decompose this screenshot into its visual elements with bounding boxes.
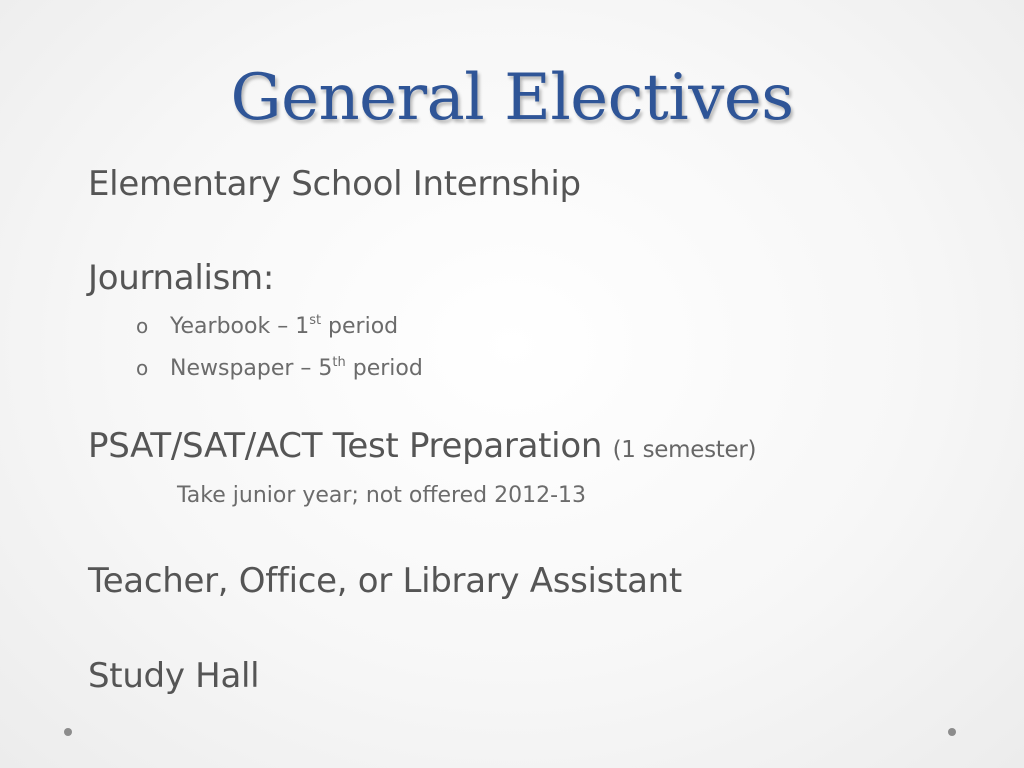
sub-item-newspaper [136, 353, 423, 384]
item-journalism: Journalism: [88, 258, 275, 298]
yearbook-ordinal: st [309, 313, 322, 328]
sub-item-yearbook [136, 311, 398, 342]
test-prep-duration: (1 semester) [612, 437, 757, 463]
newspaper-ordinal: th [332, 355, 346, 370]
item-study-hall: Study Hall [88, 656, 260, 696]
test-prep-detail: Take junior year; not offered 2012-13 [177, 483, 587, 508]
corner-dot-right-icon [948, 728, 956, 736]
yearbook-suffix: period [321, 314, 399, 339]
newspaper-label: Newspaper – 5 [170, 356, 333, 381]
item-test-prep [88, 424, 756, 472]
item-elementary-internship: Elementary School Internship [88, 164, 581, 204]
bullet-icon: o [136, 356, 149, 380]
test-prep-label: PSAT/SAT/ACT Test Preparation [88, 426, 603, 466]
corner-dot-left-icon [64, 728, 72, 736]
bullet-icon: o [136, 314, 149, 338]
newspaper-suffix: period [345, 356, 423, 381]
slide-title: General Electives [230, 61, 794, 135]
yearbook-label: Yearbook – 1 [170, 314, 310, 339]
item-assistant: Teacher, Office, or Library Assistant [88, 561, 682, 601]
